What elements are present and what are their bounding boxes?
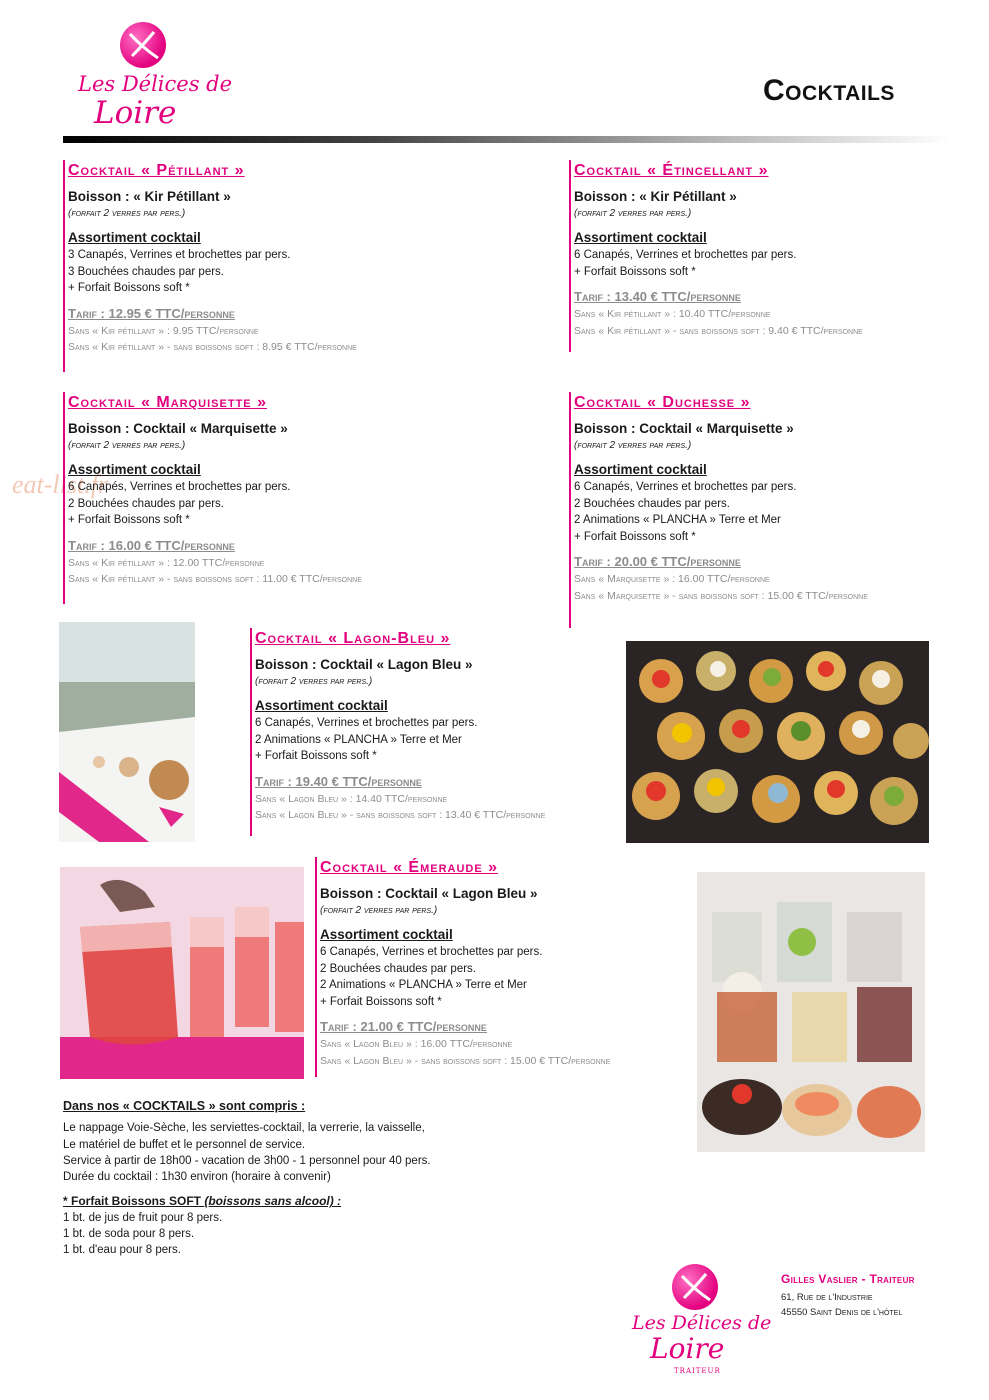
menu-drink: Boisson : « Kir Pétillant » <box>574 189 737 204</box>
menu-alt-price: Sans « Lagon Bleu » : 16.00 TTC/personne <box>320 1038 513 1050</box>
menu-line: 2 Animations « PLANCHA » Terre et Mer <box>320 979 527 991</box>
menu-lagon-bleu <box>250 628 545 836</box>
menu-assortiment: Assortiment cocktail <box>574 230 707 245</box>
soft-forfait-heading <box>63 1193 431 1209</box>
logo-text-line1: Les Délices de <box>78 72 233 96</box>
menu-line: + Forfait Boissons soft * <box>255 750 377 762</box>
menu-alt-price: Sans « Lagon Bleu » : 14.40 TTC/personne <box>255 792 448 805</box>
logo-subtitle: TRAITEUR <box>674 1367 721 1375</box>
menu-alt-price: Sans « Marquisette » : 16.00 TTC/personne <box>574 573 770 585</box>
menu-drink: Boisson : Cocktail « Lagon Bleu » <box>255 657 473 672</box>
included-line: Le nappage Voie-Sèche, les serviettes-cocktail, la verrerie, la vaisselle, <box>63 1122 425 1135</box>
menu-assortiment: Assortiment cocktail <box>320 927 453 942</box>
menu-line: 2 Bouchées chaudes par pers. <box>320 962 476 975</box>
header-divider <box>63 136 951 143</box>
included-heading: Dans nos « COCKTAILS » sont compris : <box>63 1099 306 1113</box>
menu-drink: Boisson : Cocktail « Lagon Bleu » <box>320 886 538 901</box>
menu-marquisette <box>63 392 362 604</box>
menu-line: 6 Canapés, Verrines et brochettes par pers. <box>574 249 797 261</box>
menu-tarif: Tarif : 16.00 € TTC/personne <box>68 537 235 553</box>
menu-forfait: (forfait 2 verres par pers.) <box>68 440 186 451</box>
menu-alt-price: Sans « Lagon Bleu » - sans boissons soft : 13.40 € TTC/personne <box>255 809 546 821</box>
menu-line: + Forfait Boissons soft * <box>574 265 696 278</box>
menu-line: 2 Bouchées chaudes par pers. <box>68 497 224 510</box>
menu-title: Cocktail « Étincellant » <box>574 162 769 179</box>
menu-forfait: (forfait 2 verres par pers.) <box>255 676 373 687</box>
menu-forfait: (forfait 2 verres par pers.) <box>574 440 692 451</box>
menu-alt-price: Sans « Marquisette » - sans boissons soft : 15.00 € TTC/personne <box>574 589 868 602</box>
menu-tarif: Tarif : 21.00 € TTC/personne <box>320 1019 487 1034</box>
menu-alt-price: Sans « Kir pétillant » - sans boissons soft : 11.00 € TTC/personne <box>68 573 362 585</box>
menu-line: 6 Canapés, Verrines et brochettes par pers. <box>255 717 478 729</box>
menu-alt-price: Sans « Lagon Bleu » - sans boissons soft : 15.00 € TTC/personne <box>320 1054 611 1067</box>
menu-line: 2 Animations « PLANCHA » Terre et Mer <box>574 514 781 526</box>
menu-duchesse <box>569 392 868 628</box>
menu-assortiment: Assortiment cocktail <box>255 698 388 713</box>
canapes-photo <box>626 641 929 843</box>
menu-line: 3 Canapés, Verrines et brochettes par pers. <box>68 249 291 261</box>
menu-line: + Forfait Boissons soft * <box>68 282 190 294</box>
included-line: Durée du cocktail : 1h30 environ (horaire à convenir) <box>63 1171 331 1184</box>
company-address <box>781 1290 915 1320</box>
menu-title: Cocktail « Émeraude » <box>320 859 499 876</box>
menu-title: Cocktail « Pétillant » <box>68 162 245 179</box>
menu-title: Cocktail « Duchesse » <box>574 394 751 411</box>
header-logo <box>74 22 233 137</box>
company-name: Gilles Vaslier - Traiteur <box>781 1272 915 1286</box>
menu-drink: Boisson : « Kir Pétillant » <box>68 189 231 204</box>
menu-drink: Boisson : Cocktail « Marquisette » <box>68 421 288 436</box>
menu-assortiment: Assortiment cocktail <box>68 462 201 477</box>
menu-title: Cocktail « Marquisette » <box>68 394 267 411</box>
soft-line: 1 bt. d'eau pour 8 pers. <box>63 1244 181 1257</box>
menu-line: + Forfait Boissons soft * <box>68 514 190 526</box>
menu-line: 3 Bouchées chaudes par pers. <box>68 265 224 278</box>
menu-tarif: Tarif : 20.00 € TTC/personne <box>574 554 741 569</box>
menu-alt-price: Sans « Kir pétillant » : 12.00 TTC/personne <box>68 556 265 569</box>
footer-contact <box>781 1272 915 1320</box>
menu-forfait: (forfait 2 verres par pers.) <box>68 208 186 219</box>
included-line: Service à partir de 18h00 - vacation de 3h00 - 1 personnel pour 40 pers. <box>63 1154 431 1167</box>
soft-heading-prefix: * Forfait Boissons SOFT <box>63 1194 205 1209</box>
logo-text-line2: Loire <box>94 95 177 131</box>
menu-tarif: Tarif : 19.40 € TTC/personne <box>255 773 422 789</box>
menu-tarif: Tarif : 12.95 € TTC/personne <box>68 305 235 321</box>
menu-emeraude <box>315 857 610 1077</box>
address-line: 61, Rue de l'Industrie <box>781 1292 873 1303</box>
menu-petillant <box>63 160 357 372</box>
logo-text-line2: Loire <box>650 1332 725 1365</box>
menu-line: + Forfait Boissons soft * <box>574 530 696 543</box>
menu-tarif: Tarif : 13.40 € TTC/personne <box>574 289 741 304</box>
menu-alt-price: Sans « Kir pétillant » : 10.40 TTC/personne <box>574 308 771 320</box>
menu-assortiment: Assortiment cocktail <box>574 462 707 477</box>
menu-line: 6 Canapés, Verrines et brochettes par pers. <box>574 481 797 493</box>
menu-alt-price: Sans « Kir pétillant » - sans boissons soft : 8.95 € TTC/personne <box>68 341 357 353</box>
menu-etincellant <box>569 160 863 352</box>
included-line: Le matériel de buffet et le personnel de service. <box>63 1138 306 1151</box>
menu-alt-price: Sans « Kir pétillant » : 9.95 TTC/personne <box>68 324 259 337</box>
menu-alt-price: Sans « Kir pétillant » - sans boissons soft : 9.40 € TTC/personne <box>574 324 863 337</box>
buffet-photo <box>59 622 195 842</box>
watermark: eat-list.fr <box>12 470 109 499</box>
logo-text-line1: Les Délices de <box>632 1312 772 1334</box>
menu-forfait: (forfait 2 verres par pers.) <box>320 905 438 916</box>
menu-line: 6 Canapés, Verrines et brochettes par pers. <box>68 481 291 493</box>
logo-ball-icon <box>120 22 166 68</box>
soft-line: 1 bt. de jus de fruit pour 8 pers. <box>63 1211 223 1224</box>
page-title: Cocktails <box>763 74 895 107</box>
logo-ball-icon <box>672 1264 718 1310</box>
menu-drink: Boisson : Cocktail « Marquisette » <box>574 421 794 436</box>
juice-photo <box>60 867 304 1079</box>
menu-line: 6 Canapés, Verrines et brochettes par pers. <box>320 946 543 958</box>
menu-forfait: (forfait 2 verres par pers.) <box>574 208 692 219</box>
verrines-photo <box>697 872 925 1152</box>
menu-assortiment: Assortiment cocktail <box>68 230 201 245</box>
address-line: 45550 Saint Denis de l'hôtel <box>781 1307 903 1318</box>
included-section <box>63 1098 431 1259</box>
menu-line: + Forfait Boissons soft * <box>320 995 442 1008</box>
soft-line: 1 bt. de soda pour 8 pers. <box>63 1228 195 1241</box>
menu-line: 2 Animations « PLANCHA » Terre et Mer <box>255 733 462 746</box>
menu-title: Cocktail « Lagon-Bleu » <box>255 630 451 647</box>
footer-logo <box>630 1262 770 1380</box>
menu-line: 2 Bouchées chaudes par pers. <box>574 497 730 510</box>
soft-heading-suffix: (boissons sans alcool) : <box>204 1194 342 1209</box>
